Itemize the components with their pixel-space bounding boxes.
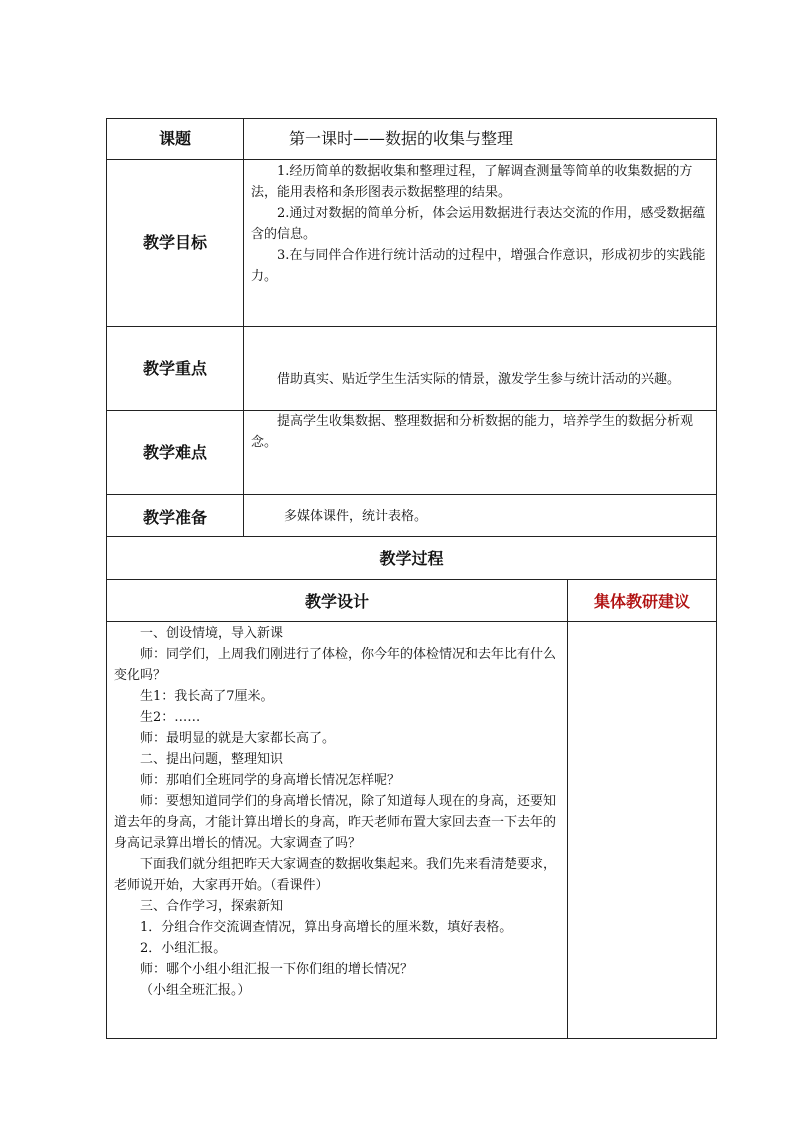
difficulties-label: 教学难点 xyxy=(142,443,207,462)
goal-item-2: 2.通过对数据的简单分析，体会运用数据进行表达交流的作用，感受数据蕴含的信息。 xyxy=(251,206,706,242)
preparation-label: 教学准备 xyxy=(142,508,207,527)
process-line: 生1：我长高了7厘米。 xyxy=(140,689,274,704)
process-line: 师：最明显的就是大家都长高了。 xyxy=(140,731,336,746)
process-line: 三、合作学习，探索新知 xyxy=(140,899,284,914)
process-line: 2．小组汇报。 xyxy=(140,941,227,956)
process-line: 师：要想知道同学们的身高增长情况，除了知道每人现在的身高，还要知道去年的身高，才能计算出增长的身高，昨天老师布置大家回去查一下去年的身高记录算出增长的情况。大家调查了吗？ xyxy=(114,794,557,851)
process-line: 师：同学们，上周我们刚进行了体检，你今年的体检情况和去年比有什么变化吗？ xyxy=(114,647,557,683)
goals-content xyxy=(251,161,712,287)
design-label: 教学设计 xyxy=(304,592,369,611)
process-content xyxy=(114,623,563,1001)
key-points-label: 教学重点 xyxy=(142,359,207,378)
goals-label: 教学目标 xyxy=(142,233,207,252)
process-line: 下面我们就分组把昨天大家调查的数据收集起来。我们先来看清楚要求，老师说开始，大家再开始。（看课件） xyxy=(114,857,557,893)
process-line: （小组全班汇报。） xyxy=(140,983,251,998)
preparation-text: 多媒体课件，统计表格。 xyxy=(284,509,428,524)
topic-label: 课题 xyxy=(158,129,191,148)
process-line: 二、提出问题，整理知识 xyxy=(140,752,284,767)
process-line: 生2：…… xyxy=(140,710,201,725)
process-line: 一、创设情境，导入新课 xyxy=(140,626,284,641)
goal-item-3: 3.在与同伴合作进行统计活动的过程中，增强合作意识，形成初步的实践能力。 xyxy=(251,248,706,284)
process-line: 师：哪个小组小组汇报一下你们组的增长情况？ xyxy=(140,962,414,977)
difficulties-text: 提高学生收集数据、整理数据和分析数据的能力，培养学生的数据分析观念。 xyxy=(251,414,694,450)
key-points-text: 借助真实、贴近学生生活实际的情景，激发学生参与统计活动的兴趣。 xyxy=(277,372,681,387)
topic-value: 第一课时——数据的收集与整理 xyxy=(289,129,514,148)
process-title: 教学过程 xyxy=(379,549,444,568)
suggestion-label: 集体教研建议 xyxy=(593,592,690,611)
goal-item-1: 1.经历简单的数据收集和整理过程，了解调查测量等简单的收集数据的方法，能用表格和条形图表示数据整理的结果。 xyxy=(251,164,693,200)
process-line: 师：那咱们全班同学的身高增长情况怎样呢？ xyxy=(140,773,401,788)
process-line: 1．分组合作交流调查情况，算出身高增长的厘米数，填好表格。 xyxy=(140,920,513,935)
